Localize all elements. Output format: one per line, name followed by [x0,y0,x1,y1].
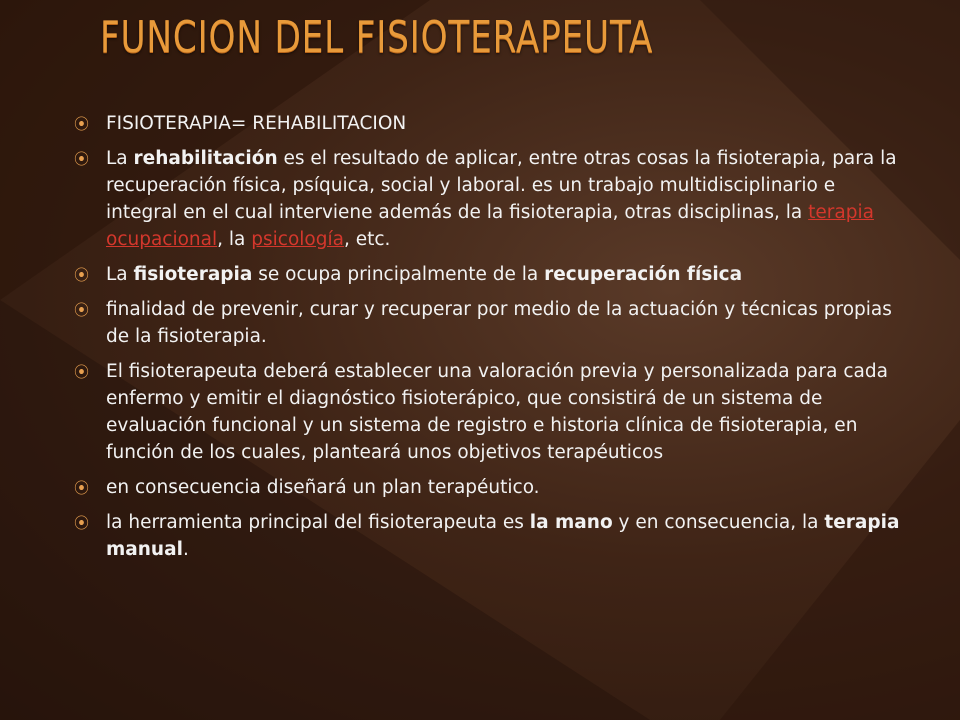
bullet-text [106,148,897,250]
bullet-text [106,299,892,347]
link-text[interactable]: terapia ocupacional [106,202,874,250]
bullet-text [106,113,406,134]
bullet-item [72,296,912,350]
target-bullet-icon: ⦿ [74,479,90,497]
text-run: en consecuencia diseñará un plan terapéutico. [106,477,540,498]
bullet-list [72,110,912,571]
bullet-item [72,261,912,288]
target-bullet-icon: ⦿ [74,150,90,168]
bullet-item [72,509,912,563]
bullet-item [72,358,912,466]
text-run: es el resultado de aplicar, entre otras cosas la fisioterapia, para la recuperación física, psíquica, social y laboral. es un trabajo multidisciplinario e integral en el cual interviene además de la fisioterapia, otras disciplinas, la [106,148,897,223]
bullet-text [106,361,888,463]
text-run: , etc. [343,229,391,250]
text-run: FISIOTERAPIA= REHABILITACION [106,113,407,134]
bullet-text [106,477,540,498]
link-text[interactable]: psicología [251,229,344,250]
bold-text: terapia manual [106,512,900,560]
bold-text: la mano [529,512,613,533]
target-bullet-icon: ⦿ [74,363,90,381]
text-run: La [106,148,134,169]
target-bullet-icon: ⦿ [74,266,90,284]
slide-title: FUNCION DEL FISIOTERAPEUTA [100,12,654,63]
target-bullet-icon: ⦿ [74,115,90,133]
text-run: La [106,264,134,285]
text-run: finalidad de prevenir, curar y recuperar por medio de la actuación y técnicas propias de la fisioterapia. [106,299,892,347]
target-bullet-icon: ⦿ [74,301,90,319]
bold-text: rehabilitación [133,148,278,169]
bold-text: fisioterapia [133,264,253,285]
target-bullet-icon: ⦿ [74,514,90,532]
bullet-item [72,145,912,253]
text-run: se ocupa principalmente de la [252,264,545,285]
bullet-item [72,474,912,501]
bullet-text [106,264,742,285]
text-run: , la [217,229,252,250]
text-run: la herramienta principal del fisioterapeuta es [106,512,530,533]
bold-text: recuperación física [544,264,743,285]
text-run: . [182,539,189,560]
bullet-item [72,110,912,137]
text-run: y en consecuencia, la [612,512,825,533]
bullet-text [106,512,899,560]
text-run: El fisioterapeuta deberá establecer una valoración previa y personalizada para cada enfermo y emitir el diagnóstico fisioterápico, que consistirá de un sistema de evaluación funcional y un sistema de registro e historia clínica de fisioterapia, en función de los cuales, planteará unos objetivos terapéuticos [106,361,888,463]
